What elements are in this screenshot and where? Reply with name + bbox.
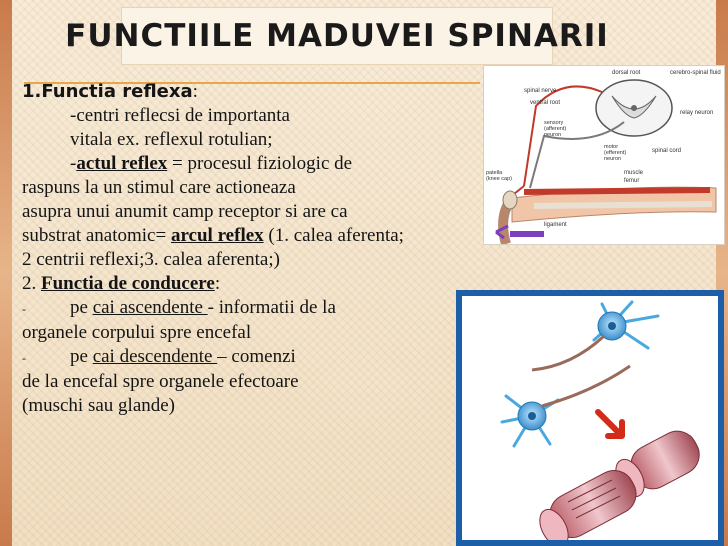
label-dorsal-root: dorsal root [612, 70, 641, 76]
text-span: 2. [22, 273, 41, 294]
label-ligament: ligament [544, 222, 567, 228]
text-line: (muschi sau glande) [22, 395, 176, 416]
text-span: pe [70, 297, 93, 318]
text-span: = procesul fiziologic de [167, 153, 353, 174]
text-line: vitala ex. reflexul rotulian; [70, 129, 273, 150]
upper-neuron [532, 302, 658, 370]
decorative-left-bar [0, 0, 12, 546]
section-conduction-heading: Functia de conducere [41, 273, 215, 294]
femur-shape [534, 204, 712, 206]
central-canal-shape [631, 105, 637, 111]
neuron-illustration [462, 296, 718, 540]
ascending-pathways-link[interactable]: cai ascendente [92, 297, 208, 318]
muscle-shape [524, 190, 710, 192]
label-motor: motor [604, 144, 619, 150]
label-motor-neuron: neuron [604, 156, 622, 162]
section-reflex-heading: 1.Functia reflexa [22, 81, 193, 102]
label-relay-neuron: relay neuron [680, 110, 714, 116]
text-line: de la encefal spre organele efectoare [22, 371, 299, 392]
label-femur: femur [624, 178, 640, 184]
reflex-arc-svg [484, 66, 724, 244]
neuron-illustration-frame [456, 290, 724, 546]
text-span: pe [70, 346, 93, 367]
text-line: 2 centrii reflexi;3. calea aferenta;) [22, 249, 280, 270]
text-span: substrat anatomic= [22, 225, 171, 246]
patella-shape [503, 191, 517, 209]
label-knee-cap: (knee cap) [486, 176, 512, 182]
text-span: - informatii de la [207, 297, 336, 318]
text-line: raspuns la un stimul care actioneaza [22, 177, 296, 198]
label-efferent: (efferent) [604, 150, 627, 156]
text-span: : [192, 81, 198, 102]
label-ventral-root: ventral root [530, 100, 561, 106]
label-muscle: muscle [624, 170, 644, 176]
slide-title: FUNCTIILE MADUVEI SPINARII [65, 18, 609, 54]
receptor-fibre-shape [514, 186, 524, 194]
label-neuron: neuron [544, 132, 562, 138]
text-span: : [214, 273, 221, 294]
descending-pathways-link[interactable]: cai descendente [92, 346, 218, 367]
label-spinal-nerve: spinal nerve [524, 88, 557, 94]
text-line: asupra unui anumit camp receptor si are ca [22, 201, 348, 222]
neuron-svg [462, 296, 718, 540]
bullet-dash: - [22, 351, 26, 365]
label-csf: cerebro-spinal fluid [670, 70, 721, 76]
red-arrow-icon [598, 412, 622, 436]
text-line: organele corpului spre encefal [22, 322, 252, 343]
text-span: – comenzi [217, 346, 296, 367]
text-line: -centri reflecsi de importanta [70, 105, 290, 126]
label-spinal-cord: spinal cord [652, 148, 682, 154]
label-afferent: (afferent) [544, 126, 567, 132]
reflex-arc-diagram [484, 66, 724, 244]
term-reflex-act: actul reflex [76, 153, 168, 174]
label-sensory: sensory [544, 120, 564, 126]
term-reflex-arc: arcul reflex [170, 225, 264, 246]
label-patella: patella [486, 170, 503, 176]
text-span: - [70, 153, 77, 174]
axon-segments [534, 424, 706, 540]
title-box [65, 8, 609, 64]
bullet-dash: - [22, 302, 26, 316]
text-span: (1. calea aferenta; [263, 225, 404, 246]
